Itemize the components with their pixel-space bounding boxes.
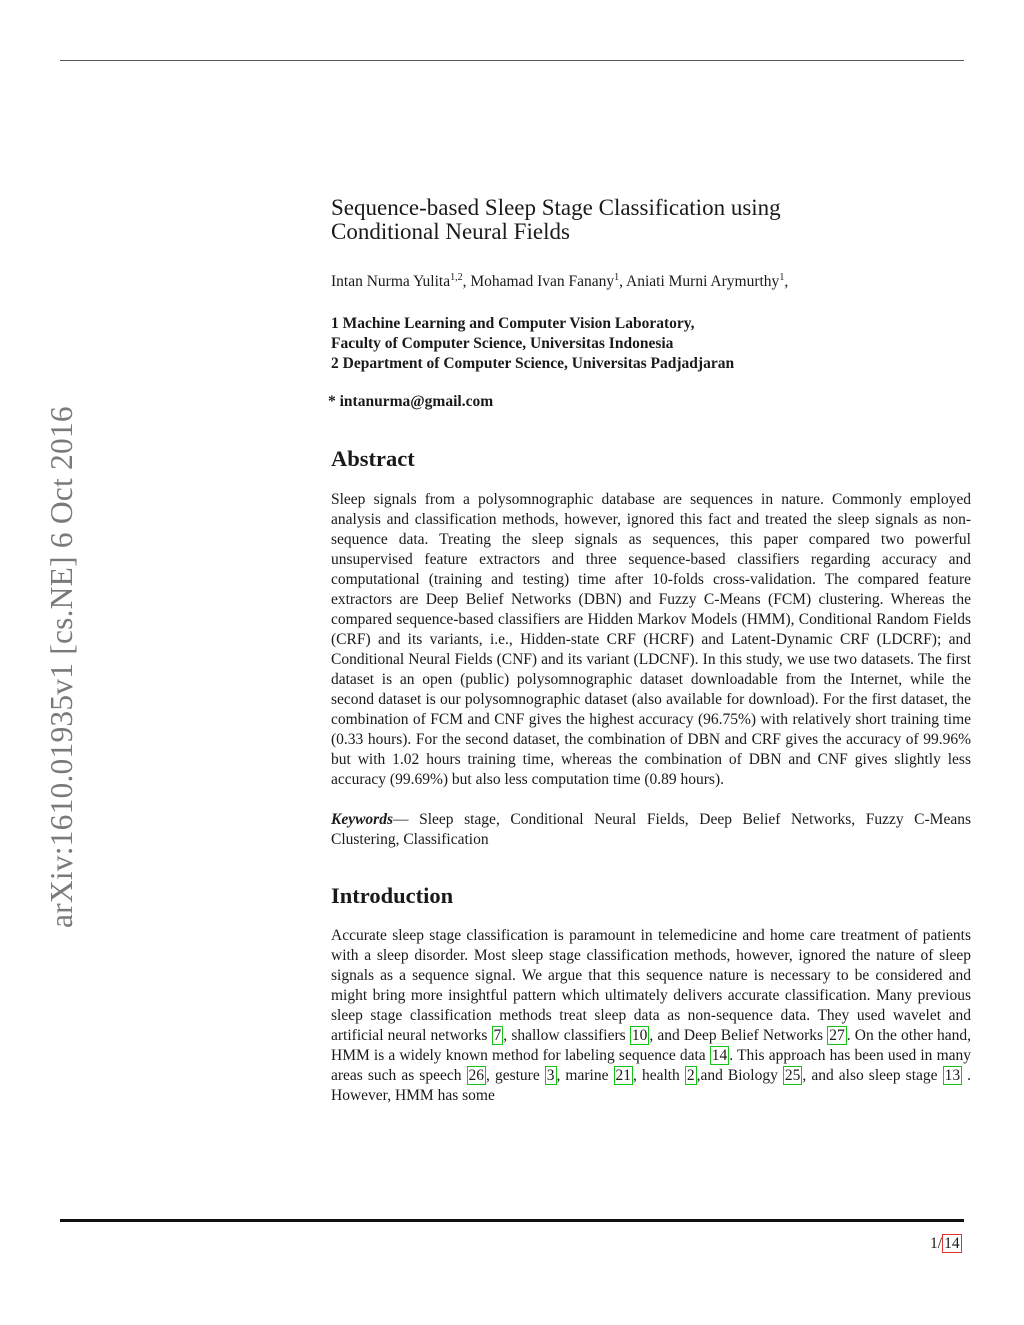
paper-title (331, 196, 971, 244)
citation-link[interactable]: 14 (711, 1047, 728, 1065)
author-list (331, 268, 971, 292)
author-separator: , (462, 273, 471, 291)
intro-text-segment: , gesture (486, 1067, 545, 1085)
page-number (930, 1234, 962, 1254)
keywords-dash: — (393, 811, 420, 829)
page-slash: / (937, 1235, 943, 1252)
author-affiliation-mark: 1 (779, 272, 785, 283)
keywords-text: Sleep stage, Conditional Neural Fields, Deep Belief Networks, Fuzzy C-Means Clustering, Classification (331, 811, 971, 849)
affiliation-line: 2 Department of Computer Science, Universitas Padjadjaran (331, 355, 735, 373)
introduction-text (331, 926, 971, 1106)
intro-text-segment: . However, HMM has some (331, 1067, 971, 1105)
affiliation-line: 1 Machine Learning and Computer Vision Laboratory, (331, 315, 695, 333)
author-separator: , (619, 273, 627, 291)
citation-link[interactable]: 2 (686, 1067, 695, 1085)
author-affiliation-mark: 1,2 (450, 272, 463, 283)
introduction-heading: Introduction (331, 883, 454, 909)
citation-link[interactable]: 26 (468, 1067, 485, 1085)
corresponding-email: * intanurma@gmail.com (328, 393, 494, 411)
author-name: Mohamad Ivan Fanany (470, 273, 615, 291)
header-rule (60, 60, 964, 61)
affiliation-line: Faculty of Computer Science, Universitas Indonesia (331, 335, 674, 353)
current-page: 1 (930, 1235, 938, 1252)
intro-text-segment: , and Deep Belief Networks (649, 1027, 828, 1045)
citation-link[interactable]: 21 (615, 1067, 632, 1085)
intro-text-segment: , shallow classifiers (503, 1027, 630, 1045)
author-separator: , (784, 273, 789, 291)
citation-link[interactable]: 25 (784, 1067, 801, 1085)
paper-body (328, 195, 972, 1106)
affiliations (331, 314, 971, 374)
author-affiliation-mark: 1 (614, 272, 620, 283)
intro-text-segment: . On the other hand, HMM is a widely known method for labeling sequence data (331, 1027, 971, 1065)
total-pages-link[interactable]: 14 (944, 1235, 960, 1252)
intro-text-segment: , marine (556, 1067, 614, 1085)
author-name: Intan Nurma Yulita (331, 273, 451, 291)
author-name: Aniati Murni Arymurthy (626, 273, 780, 291)
abstract-text: Sleep signals from a polysomnographic database are sequences in nature. Commonly employed analysis and classification methods, however, ignored this fact and treated the sleep signals as non-sequence data. Treating the sleep signals as sequences, this paper compared two powerful unsupervised feature extractors and three sequence-based classifiers regarding accuracy and computational (training and testing) time after 10-folds cross-validation. The compared feature extractors are Deep Belief Networks (DBN) and Fuzzy C-Means (FCM) clustering. Whereas the compared sequence-based classifiers are Hidden Markov Models (HMM), Conditional Random Fields (CRF) and its variants, i.e., Hidden-state CRF (HCRF) and Latent-Dynamic CRF (LDCRF); and Conditional Neural Fields (CNF) and its variant (LDCNF). In this study, we use two datasets. The first dataset is an open (public) polysomnographic dataset downloadable from the Internet, while the second dataset is our polysomnographic dataset (also available for download). For the first dataset, the combination of FCM and CNF gives the highest accuracy (96.75%) with relatively short training time (0.33 hours). For the second dataset, the combination of DBN and CRF gives the accuracy of 99.96% but with 1.02 hours training time, whereas the combination of DBN and CNF gives slightly less accuracy (99.69%) but also less computation time (0.89 hours). (331, 491, 971, 789)
title-line-2: Conditional Neural Fields (331, 219, 570, 244)
keywords-label: Keywords (331, 811, 393, 829)
citation-link[interactable]: 27 (829, 1027, 845, 1045)
citation-link[interactable]: 10 (631, 1027, 648, 1045)
intro-text-segment: , and also sleep stage (802, 1067, 943, 1085)
keywords (331, 810, 971, 850)
citation-link[interactable]: 13 (944, 1067, 961, 1085)
title-line-1: Sequence-based Sleep Stage Classification using (331, 195, 781, 220)
citation-link[interactable]: 3 (546, 1067, 555, 1085)
abstract-heading: Abstract (331, 446, 415, 472)
footer-rule (60, 1219, 964, 1222)
intro-text-segment: Accurate sleep stage classification is paramount in telemedicine and home care treatment of patients with a sleep disorder. Most sleep stage classification methods, however, ignored the nature of sleep signals as a sequence signal. We argue that this sequence nature is necessary to be considered and might bring more insightful pattern which ultimately delivers accurate classification. Many previous sleep stage classification methods treat sleep data as non-sequence data. They used wavelet and artificial neural networks (331, 927, 971, 1045)
intro-text-segment: ,and Biology (696, 1067, 783, 1085)
citation-link[interactable]: 7 (493, 1027, 502, 1045)
arxiv-identifier[interactable]: arXiv:1610.01935v1 [cs.NE] 6 Oct 2016 (44, 406, 79, 928)
intro-text-segment: . This approach has been used in many areas such as speech (331, 1047, 972, 1085)
intro-text-segment: , health (633, 1067, 685, 1085)
